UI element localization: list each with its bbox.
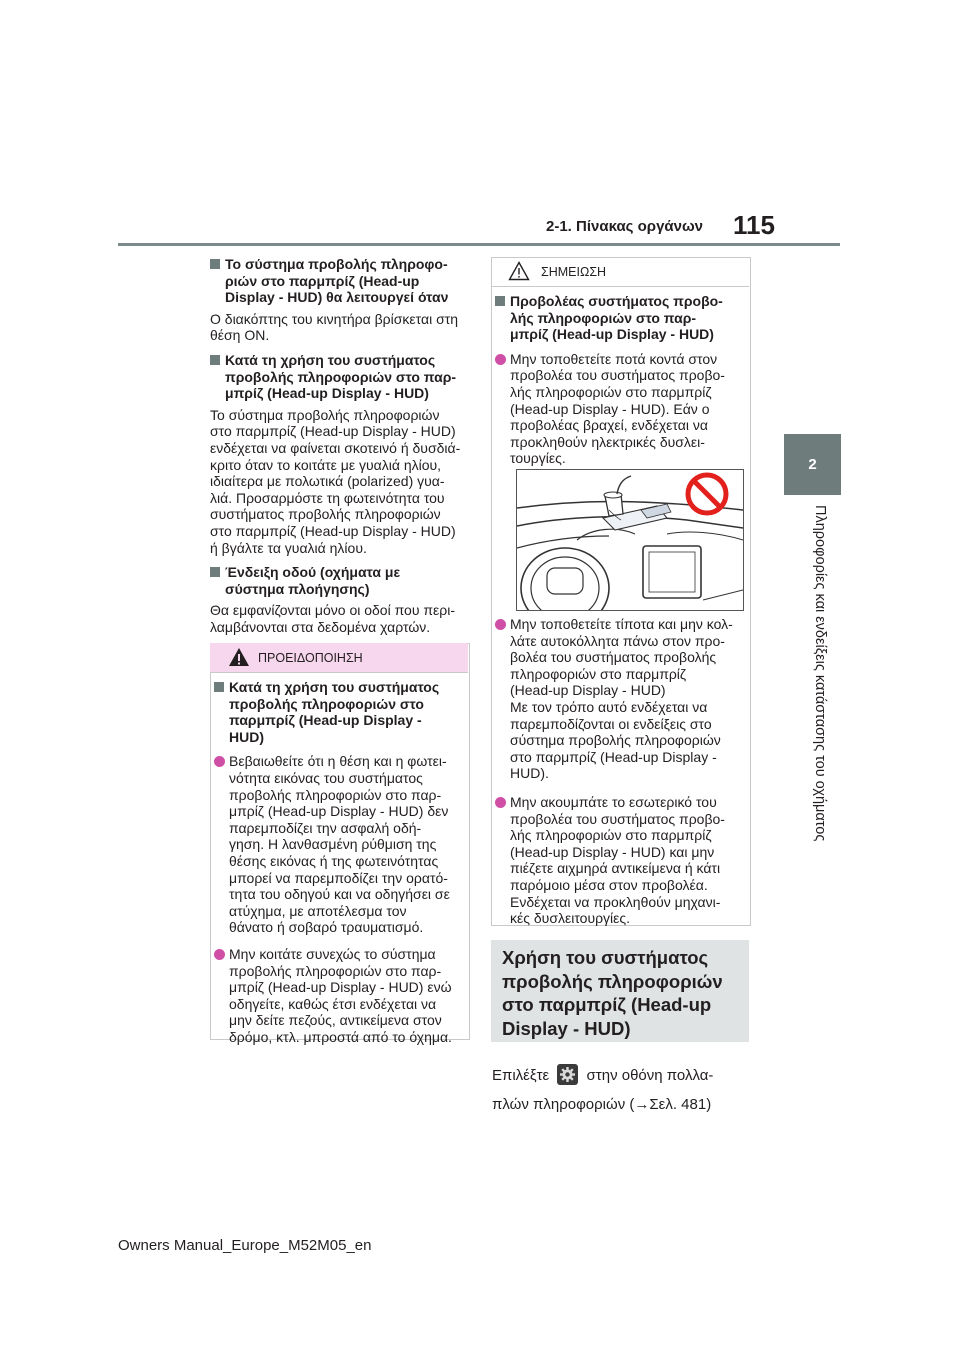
item-line: προβολής πληροφοριών στο παρ-	[229, 786, 442, 803]
body-line: ή βγάλτε τα γυαλιά ηλίου.	[210, 539, 367, 556]
body-line: στο παρμπρίζ (Head-up Display - HUD)	[210, 522, 456, 539]
heading-line: Προβολέας συστήματος προβο-	[510, 293, 723, 309]
square-bullet-icon	[495, 296, 505, 306]
section-heading	[502, 946, 742, 1040]
note-item	[495, 616, 745, 782]
body-line: ενδέχεται να φαίνεται σκοτεινό ή δυσδιά-	[210, 439, 461, 456]
block-body	[210, 602, 472, 635]
item-line: κές δυσλειτουργίες.	[510, 910, 631, 927]
item-line: τητα του οδηγού και να οδηγήσει σε	[229, 886, 450, 903]
caution-triangle-icon	[508, 261, 530, 281]
item-line: ατύχημα, με αποτέλεσμα τον	[229, 902, 407, 919]
item-line: πιέζετε αιχμηρά αντικείμενα ή κάτι	[510, 860, 721, 877]
heading-line: Κατά τη χρήση του συστήματος	[225, 351, 436, 368]
item-line: λής πληροφοριών στο παρμπρίζ	[510, 827, 712, 844]
item-line: παρεμποδίζει την ασφαλή οδή-	[229, 819, 422, 836]
pink-bullet-icon	[495, 354, 506, 365]
body-line: Θα εμφανίζονται μόνο οι οδοί που περι-	[210, 602, 456, 619]
chapter-caption-text: Πληροφορίες και ενδείξεις κατάστασης του οχήματος	[812, 505, 828, 842]
item-line: μπρίζ (Head-up Display - HUD) δεν	[229, 803, 449, 820]
square-bullet-icon	[210, 259, 220, 269]
heading-line: HUD)	[229, 728, 264, 745]
item-line: πληροφοριών στο παρμπρίζ	[510, 665, 687, 682]
warning-heading	[214, 679, 464, 745]
item-line: θέσης εικόνας ή της φωτεινότητας	[229, 852, 439, 869]
instruction-line-1	[492, 1064, 713, 1085]
heading-line: Το σύστημα προβολής πληροφο-	[225, 256, 448, 272]
body-line: στο παρμπρίζ (Head-up Display - HUD)	[210, 423, 456, 440]
heading-line: στο παρμπρίζ (Head-up	[502, 994, 712, 1015]
item-line: μπρίζ (Head-up Display - HUD) ενώ	[229, 979, 452, 996]
block-hud-operates-when	[210, 256, 472, 344]
footer-manual-id: Owners Manual_Europe_M52M05_en	[118, 1237, 372, 1254]
item-line: (Head-up Display - HUD)	[510, 682, 666, 699]
item-line: προβολέας βραχεί, ενδέχεται να	[510, 417, 708, 434]
warning-title: ΠΡΟΕΙΔΟΠΟΙΗΣΗ	[258, 651, 363, 665]
item-line: βολέα του συστήματος προβολής	[510, 649, 717, 666]
item-line: (Head-up Display - HUD) και μην	[510, 843, 715, 860]
pink-bullet-icon	[495, 619, 506, 630]
note-item	[495, 351, 745, 467]
block-when-using-hud	[210, 352, 472, 556]
item-line: παρεμποδίζονται οι ενδείξεις στο	[510, 715, 712, 732]
body-line: συστήματος προβολής πληροφοριών	[210, 506, 441, 523]
heading-line: προβολής πληροφοριών στο παρ-	[225, 368, 457, 385]
item-line: Μην τοποθετείτε ποτά κοντά στον	[510, 350, 718, 367]
note-content-top	[495, 293, 745, 467]
instruction-line-2[interactable]: πλών πληροφοριών (→Σελ. 481)	[492, 1096, 712, 1113]
block-heading	[210, 256, 472, 306]
item-line: (Head-up Display - HUD). Εάν ο	[510, 400, 710, 417]
item-line: Μην ακουμπάτε το εσωτερικό του	[510, 793, 717, 810]
square-bullet-icon	[210, 355, 220, 365]
heading-line: ριών στο παρμπρίζ (Head-up	[225, 272, 420, 289]
heading-line: παρμπρίζ (Head-up Display -	[229, 712, 422, 729]
item-line: θάνατο ή σοβαρό τραυματισμό.	[229, 919, 424, 936]
warning-content	[214, 679, 464, 1045]
item-line: Με τον τρόπο αυτό ενδέχεται να	[510, 698, 708, 715]
chapter-caption	[812, 505, 830, 875]
hud-projector-illustration	[516, 469, 744, 611]
body-line: Ο διακόπτης του κινητήρα βρίσκεται στη	[210, 310, 459, 327]
block-body	[210, 407, 472, 556]
item-line: οδηγείτε, καθώς έτσι ενδέχεται να	[229, 995, 437, 1012]
item-line: σύστημα προβολής πληροφοριών	[510, 732, 721, 749]
page-number: 115	[733, 210, 775, 240]
item-line: μπορεί να παρεμποδίζει την ορατό-	[229, 869, 448, 886]
item-line: προβολής πληροφοριών στο παρ-	[229, 962, 442, 979]
heading-line: σύστημα πλοήγησης)	[225, 580, 370, 597]
item-line: προβολέα του συστήματος προβο-	[510, 367, 725, 384]
item-line: προκληθούν ηλεκτρικές δυσλει-	[510, 433, 705, 450]
warning-triangle-icon	[228, 647, 250, 667]
heading-line: Display - HUD)	[502, 1017, 631, 1039]
heading-line: Display - HUD) θα λειτουργεί όταν	[225, 289, 449, 306]
pink-bullet-icon	[214, 949, 225, 960]
left-column	[210, 256, 472, 635]
note-content-bottom	[495, 616, 745, 927]
item-line: HUD).	[510, 765, 549, 782]
item-line: δρόμο, κτλ. μπροστά από το όχημα.	[229, 1028, 452, 1045]
block-road-indication	[210, 564, 472, 635]
instruction-text: στην οθόνη πολλα-	[586, 1067, 714, 1084]
heading-line: λής πληροφοριών στο παρ-	[510, 309, 697, 326]
note-title: ΣΗΜΕΙΩΣΗ	[541, 265, 607, 279]
square-bullet-icon	[210, 567, 220, 577]
note-heading	[495, 293, 745, 343]
body-line: λιά. Προσαρμόστε τη φωτεινότητα του	[210, 489, 445, 506]
body-line: λαμβάνονται στα δεδομένα χαρτών.	[210, 618, 431, 635]
block-heading	[210, 352, 472, 402]
square-bullet-icon	[214, 682, 224, 692]
section-title: 2-1. Πίνακας οργάνων	[546, 218, 703, 235]
item-line: Μην κοιτάτε συνεχώς το σύστημα	[229, 945, 436, 962]
heading-line: Χρήση του συστήματος	[502, 947, 709, 968]
block-heading	[210, 564, 472, 597]
warning-item	[214, 753, 464, 936]
item-line: λής πληροφοριών στο παρμπρίζ	[510, 383, 712, 400]
note-item	[495, 794, 745, 927]
warning-item	[214, 946, 464, 1046]
body-line: ιδιαίτερα με πολωτικά (polarized) γυα-	[210, 473, 445, 490]
item-line: νότητα εικόνας του συστήματος	[229, 769, 423, 786]
heading-line: μπρίζ (Head-up Display - HUD)	[225, 385, 429, 402]
instruction-text: Επιλέξτε	[492, 1067, 550, 1084]
item-line: προβολέα του συστήματος προβο-	[510, 810, 725, 827]
item-line: Ενδέχεται να προκληθούν μηχανι-	[510, 893, 721, 910]
settings-gear-icon	[557, 1064, 578, 1085]
block-body	[210, 311, 472, 344]
item-line: στο παρμπρίζ (Head-up Display -	[510, 748, 717, 765]
item-line: παρόμοιο μέσα στον προβολέα.	[510, 876, 708, 893]
item-line: μην δείτε πεζούς, αντικείμενα στον	[229, 1012, 442, 1029]
item-line: λάτε αυτοκόλλητα πάνω στον προ-	[510, 632, 725, 649]
item-line: Μην τοποθετείτε τίποτα και μην κολ-	[510, 616, 733, 632]
chapter-tab: 2	[784, 434, 841, 495]
pink-bullet-icon	[214, 756, 225, 767]
heading-line: μπρίζ (Head-up Display - HUD)	[510, 326, 714, 343]
body-line: κριτο όταν το κοιτάτε με γυαλιά ηλίου,	[210, 456, 442, 473]
heading-line: προβολής πληροφοριών	[502, 970, 723, 992]
heading-line: Ένδειξη οδού (οχήματα με	[225, 564, 401, 581]
item-line: γηση. Η λανθασμένη ρύθμιση της	[229, 836, 437, 853]
pink-bullet-icon	[495, 797, 506, 808]
heading-line: προβολής πληροφοριών στο	[229, 695, 424, 712]
body-line: θέση ON.	[210, 327, 270, 344]
item-line: Βεβαιωθείτε ότι η θέση και η φωτει-	[229, 753, 447, 770]
heading-line: Κατά τη χρήση του συστήματος	[229, 679, 440, 695]
header-rule	[118, 243, 840, 246]
item-line: τουργίες.	[510, 450, 566, 467]
body-line: Το σύστημα προβολής πληροφοριών	[210, 406, 440, 423]
